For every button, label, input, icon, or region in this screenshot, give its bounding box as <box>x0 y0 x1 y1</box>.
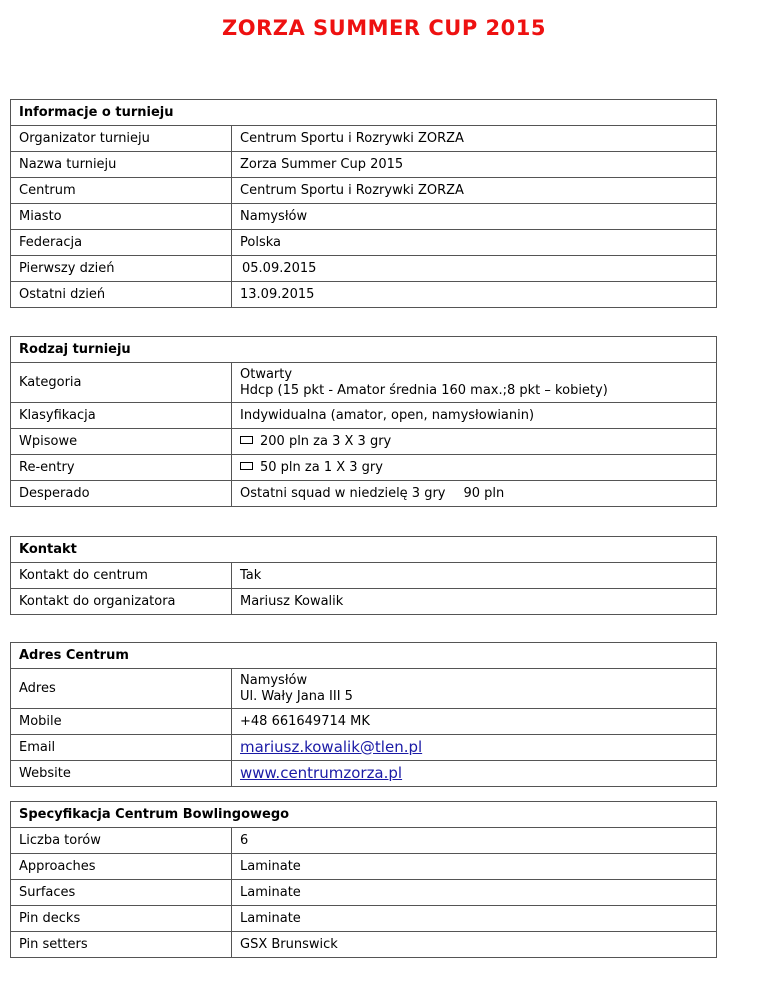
table-row <box>11 563 717 589</box>
row-value: 05.09.2015 <box>232 256 717 282</box>
table-row <box>11 363 717 403</box>
row-label: Pin decks <box>11 906 232 932</box>
row-value <box>232 761 717 787</box>
row-label: Website <box>11 761 232 787</box>
table-row <box>11 589 717 615</box>
row-label: Pierwszy dzień <box>11 256 232 282</box>
row-value: Namysłów <box>232 204 717 230</box>
row-value: Laminate <box>232 906 717 932</box>
section-heading: Specyfikacja Centrum Bowlingowego <box>11 802 717 828</box>
table-row <box>11 761 717 787</box>
desperado-value: Ostatni squad w niedzielę 3 gry <box>240 486 446 501</box>
table-row <box>11 230 717 256</box>
address-line-2: Ul. Wały Jana III 5 <box>240 688 353 704</box>
row-label: Surfaces <box>11 880 232 906</box>
table-row <box>11 178 717 204</box>
section-heading: Informacje o turnieju <box>11 100 717 126</box>
row-label: Organizator turnieju <box>11 126 232 152</box>
table-row <box>11 282 717 308</box>
row-value: 13.09.2015 <box>232 282 717 308</box>
row-label: Mobile <box>11 709 232 735</box>
email-link[interactable]: mariusz.kowalik@tlen.pl <box>240 737 423 756</box>
table-specification <box>10 801 717 958</box>
table-row <box>11 932 717 958</box>
row-label: Centrum <box>11 178 232 204</box>
page-title: ZORZA SUMMER CUP 2015 <box>222 16 546 40</box>
table-row <box>11 126 717 152</box>
table-row <box>11 429 717 455</box>
table-contact <box>10 536 717 615</box>
table-row <box>11 403 717 429</box>
row-value: +48 661649714 MK <box>232 709 717 735</box>
row-label: Approaches <box>11 854 232 880</box>
row-label: Adres <box>11 669 232 709</box>
table-tournament-info <box>10 99 717 308</box>
row-value <box>232 429 717 455</box>
website-link[interactable]: www.centrumzorza.pl <box>240 763 403 782</box>
table-row <box>11 906 717 932</box>
row-value: Laminate <box>232 880 717 906</box>
kategoria-line-1: Otwarty <box>240 366 293 382</box>
row-label: Liczba torów <box>11 828 232 854</box>
row-value: Zorza Summer Cup 2015 <box>232 152 717 178</box>
table-row <box>11 669 717 709</box>
row-value: GSX Brunswick <box>232 932 717 958</box>
checkbox-icon <box>240 462 253 470</box>
row-label: Pin setters <box>11 932 232 958</box>
row-label: Ostatni dzień <box>11 282 232 308</box>
row-value: 6 <box>232 828 717 854</box>
row-label: Kategoria <box>11 363 232 403</box>
reentry-value: 50 pln za 1 X 3 gry <box>260 460 383 475</box>
row-label: Klasyfikacja <box>11 403 232 429</box>
desperado-price: 90 pln <box>463 486 505 501</box>
row-label: Re-entry <box>11 455 232 481</box>
wpisowe-value: 200 pln za 3 X 3 gry <box>260 434 392 449</box>
table-tournament-type <box>10 336 717 507</box>
table-row <box>11 880 717 906</box>
row-value: Tak <box>232 563 717 589</box>
row-value <box>232 481 717 507</box>
row-value-kategoria <box>232 363 717 403</box>
row-value <box>232 735 717 761</box>
row-label: Email <box>11 735 232 761</box>
row-value: Indywidualna (amator, open, namysłowianin) <box>232 403 717 429</box>
row-value: Mariusz Kowalik <box>232 589 717 615</box>
table-row <box>11 152 717 178</box>
row-value: Laminate <box>232 854 717 880</box>
table-row <box>11 828 717 854</box>
row-value: Centrum Sportu i Rozrywki ZORZA <box>232 126 717 152</box>
table-row <box>11 204 717 230</box>
section-heading: Kontakt <box>11 537 717 563</box>
address-line-1: Namysłów <box>240 672 308 688</box>
table-row <box>11 709 717 735</box>
table-row <box>11 256 717 282</box>
row-label: Wpisowe <box>11 429 232 455</box>
row-label: Kontakt do centrum <box>11 563 232 589</box>
table-row <box>11 854 717 880</box>
section-heading: Rodzaj turnieju <box>11 337 717 363</box>
row-value <box>232 455 717 481</box>
table-address <box>10 642 717 787</box>
row-label: Desperado <box>11 481 232 507</box>
row-value-address <box>232 669 717 709</box>
table-row <box>11 481 717 507</box>
kategoria-line-2: Hdcp (15 pkt - Amator średnia 160 max.;8 pkt – kobiety) <box>240 382 608 398</box>
row-label: Miasto <box>11 204 232 230</box>
row-label: Federacja <box>11 230 232 256</box>
row-value: Centrum Sportu i Rozrywki ZORZA <box>232 178 717 204</box>
row-label: Nazwa turnieju <box>11 152 232 178</box>
table-row <box>11 735 717 761</box>
row-value: Polska <box>232 230 717 256</box>
row-label: Kontakt do organizatora <box>11 589 232 615</box>
section-heading: Adres Centrum <box>11 643 717 669</box>
checkbox-icon <box>240 436 253 444</box>
table-row <box>11 455 717 481</box>
